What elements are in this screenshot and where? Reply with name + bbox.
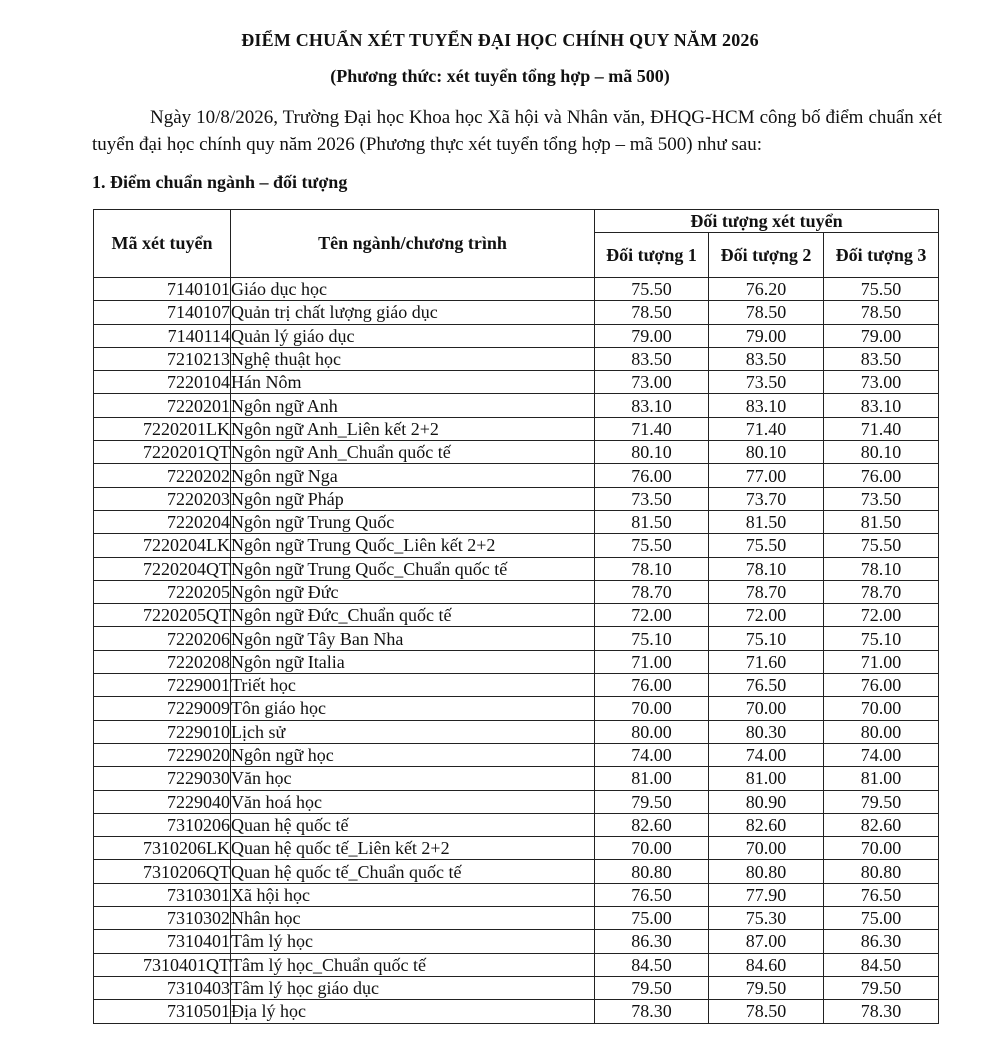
program-code: 7220202 [94, 464, 231, 487]
score-group-1: 75.50 [595, 278, 709, 301]
program-name: Ngôn ngữ Trung Quốc [231, 510, 595, 533]
header-code: Mã xét tuyển [94, 210, 231, 278]
table-row [94, 650, 939, 673]
table-row [94, 743, 939, 766]
program-name: Văn học [231, 767, 595, 790]
score-group-3: 73.00 [824, 371, 939, 394]
table-row [94, 464, 939, 487]
score-group-1: 70.00 [595, 837, 709, 860]
score-group-3: 72.00 [824, 604, 939, 627]
score-group-3: 79.00 [824, 324, 939, 347]
score-group-2: 80.10 [709, 441, 824, 464]
admission-scores-table [93, 209, 939, 1024]
program-name: Xã hội học [231, 883, 595, 906]
score-group-3: 80.10 [824, 441, 939, 464]
table-row [94, 441, 939, 464]
header-group-2: Đối tượng 2 [709, 233, 824, 278]
program-name: Tâm lý học giáo dục [231, 976, 595, 999]
score-group-1: 86.30 [595, 930, 709, 953]
table-row [94, 930, 939, 953]
score-group-2: 81.50 [709, 510, 824, 533]
score-group-3: 81.50 [824, 510, 939, 533]
score-group-3: 73.50 [824, 487, 939, 510]
score-group-2: 87.00 [709, 930, 824, 953]
table-row [94, 883, 939, 906]
score-group-1: 76.00 [595, 674, 709, 697]
header-program: Tên ngành/chương trình [231, 210, 595, 278]
program-name: Ngôn ngữ Pháp [231, 487, 595, 510]
score-group-1: 80.00 [595, 720, 709, 743]
score-group-3: 71.00 [824, 650, 939, 673]
score-group-2: 80.90 [709, 790, 824, 813]
program-code: 7220208 [94, 650, 231, 673]
score-group-3: 79.50 [824, 790, 939, 813]
score-group-3: 83.10 [824, 394, 939, 417]
program-name: Quan hệ quốc tế_Liên kết 2+2 [231, 837, 595, 860]
program-name: Ngôn ngữ Đức_Chuẩn quốc tế [231, 604, 595, 627]
program-code: 7140107 [94, 301, 231, 324]
program-name: Ngôn ngữ học [231, 743, 595, 766]
intro-paragraph: Ngày 10/8/2026, Trường Đại học Khoa học Xã hội và Nhân văn, ĐHQG-HCM công bố điểm chuẩn xét tuyển đại học chính quy năm 2026 (Phương thực xét tuyển tổng hợp – mã 500) như sau: [92, 107, 942, 155]
program-name: Nghệ thuật học [231, 347, 595, 370]
program-code: 7220104 [94, 371, 231, 394]
program-code: 7220205QT [94, 604, 231, 627]
program-code: 7229030 [94, 767, 231, 790]
score-group-3: 78.30 [824, 1000, 939, 1023]
table-row [94, 767, 939, 790]
program-name: Ngôn ngữ Italia [231, 650, 595, 673]
table-row [94, 953, 939, 976]
score-group-2: 71.40 [709, 417, 824, 440]
program-code: 7310302 [94, 907, 231, 930]
program-name: Ngôn ngữ Trung Quốc_Chuẩn quốc tế [231, 557, 595, 580]
program-name: Ngôn ngữ Tây Ban Nha [231, 627, 595, 650]
score-group-1: 75.50 [595, 534, 709, 557]
score-group-2: 75.30 [709, 907, 824, 930]
program-code: 7310206 [94, 813, 231, 836]
score-group-1: 80.80 [595, 860, 709, 883]
table-row [94, 487, 939, 510]
program-name: Ngôn ngữ Anh_Liên kết 2+2 [231, 417, 595, 440]
score-group-2: 71.60 [709, 650, 824, 673]
score-group-1: 81.00 [595, 767, 709, 790]
program-name: Lịch sử [231, 720, 595, 743]
document-title: ĐIỂM CHUẨN XÉT TUYỂN ĐẠI HỌC CHÍNH QUY NĂM 2026 [241, 30, 759, 50]
score-group-3: 82.60 [824, 813, 939, 836]
program-code: 7229010 [94, 720, 231, 743]
program-code: 7220206 [94, 627, 231, 650]
program-code: 7220203 [94, 487, 231, 510]
table-row [94, 1000, 939, 1023]
table-row [94, 278, 939, 301]
score-group-1: 79.50 [595, 790, 709, 813]
program-code: 7229020 [94, 743, 231, 766]
score-group-2: 78.70 [709, 580, 824, 603]
score-group-2: 74.00 [709, 743, 824, 766]
table-row [94, 510, 939, 533]
program-name: Ngôn ngữ Đức [231, 580, 595, 603]
program-name: Tâm lý học_Chuẩn quốc tế [231, 953, 595, 976]
score-group-2: 73.70 [709, 487, 824, 510]
table-row [94, 907, 939, 930]
score-group-3: 71.40 [824, 417, 939, 440]
section-heading: 1. Điểm chuẩn ngành – đối tượng [92, 172, 348, 192]
header-group-3: Đối tượng 3 [824, 233, 939, 278]
table-row [94, 394, 939, 417]
score-group-1: 70.00 [595, 697, 709, 720]
score-group-2: 72.00 [709, 604, 824, 627]
score-group-3: 76.00 [824, 674, 939, 697]
score-group-1: 82.60 [595, 813, 709, 836]
score-group-3: 83.50 [824, 347, 939, 370]
score-group-1: 76.50 [595, 883, 709, 906]
score-group-2: 83.50 [709, 347, 824, 370]
score-group-2: 76.50 [709, 674, 824, 697]
score-group-1: 76.00 [595, 464, 709, 487]
program-code: 7310401 [94, 930, 231, 953]
score-group-2: 83.10 [709, 394, 824, 417]
score-group-2: 77.00 [709, 464, 824, 487]
score-group-1: 81.50 [595, 510, 709, 533]
score-group-1: 78.10 [595, 557, 709, 580]
program-name: Ngôn ngữ Anh [231, 394, 595, 417]
program-name: Quản lý giáo dục [231, 324, 595, 347]
score-group-2: 77.90 [709, 883, 824, 906]
program-name: Ngôn ngữ Nga [231, 464, 595, 487]
table-row [94, 674, 939, 697]
score-group-3: 70.00 [824, 697, 939, 720]
program-name: Nhân học [231, 907, 595, 930]
program-code: 7220201QT [94, 441, 231, 464]
table-body [94, 278, 939, 1024]
program-name: Quan hệ quốc tế [231, 813, 595, 836]
score-group-2: 81.00 [709, 767, 824, 790]
score-group-2: 76.20 [709, 278, 824, 301]
table-row [94, 697, 939, 720]
score-group-1: 71.00 [595, 650, 709, 673]
table-row [94, 371, 939, 394]
table-row [94, 301, 939, 324]
program-code: 7310401QT [94, 953, 231, 976]
score-group-2: 70.00 [709, 837, 824, 860]
score-group-3: 76.00 [824, 464, 939, 487]
score-group-2: 78.10 [709, 557, 824, 580]
program-name: Giáo dục học [231, 278, 595, 301]
program-code: 7220205 [94, 580, 231, 603]
score-group-1: 78.50 [595, 301, 709, 324]
score-group-3: 81.00 [824, 767, 939, 790]
table-row [94, 324, 939, 347]
program-name: Ngôn ngữ Anh_Chuẩn quốc tế [231, 441, 595, 464]
program-code: 7310403 [94, 976, 231, 999]
score-group-1: 71.40 [595, 417, 709, 440]
score-group-1: 83.10 [595, 394, 709, 417]
program-code: 7310206LK [94, 837, 231, 860]
score-group-1: 72.00 [595, 604, 709, 627]
table-row [94, 627, 939, 650]
score-group-1: 78.30 [595, 1000, 709, 1023]
score-group-3: 75.50 [824, 278, 939, 301]
score-group-3: 70.00 [824, 837, 939, 860]
table-row [94, 604, 939, 627]
score-group-1: 73.50 [595, 487, 709, 510]
table-row [94, 417, 939, 440]
program-name: Địa lý học [231, 1000, 595, 1023]
score-group-1: 79.00 [595, 324, 709, 347]
score-group-2: 78.50 [709, 301, 824, 324]
score-group-3: 75.50 [824, 534, 939, 557]
program-name: Triết học [231, 674, 595, 697]
score-group-3: 75.00 [824, 907, 939, 930]
score-group-2: 80.80 [709, 860, 824, 883]
program-code: 7229009 [94, 697, 231, 720]
table-row [94, 720, 939, 743]
score-group-1: 73.00 [595, 371, 709, 394]
program-name: Tâm lý học [231, 930, 595, 953]
program-name: Ngôn ngữ Trung Quốc_Liên kết 2+2 [231, 534, 595, 557]
score-group-2: 75.10 [709, 627, 824, 650]
table-row [94, 837, 939, 860]
score-group-1: 79.50 [595, 976, 709, 999]
score-group-1: 75.00 [595, 907, 709, 930]
program-name: Quan hệ quốc tế_Chuẩn quốc tế [231, 860, 595, 883]
score-group-3: 76.50 [824, 883, 939, 906]
table-row [94, 790, 939, 813]
score-group-3: 79.50 [824, 976, 939, 999]
program-code: 7229001 [94, 674, 231, 697]
program-code: 7140101 [94, 278, 231, 301]
program-code: 7140114 [94, 324, 231, 347]
score-group-3: 75.10 [824, 627, 939, 650]
score-group-2: 73.50 [709, 371, 824, 394]
table-row [94, 347, 939, 370]
header-group-1: Đối tượng 1 [595, 233, 709, 278]
score-group-3: 78.70 [824, 580, 939, 603]
score-group-3: 74.00 [824, 743, 939, 766]
score-group-2: 84.60 [709, 953, 824, 976]
score-group-3: 78.10 [824, 557, 939, 580]
program-code: 7220201 [94, 394, 231, 417]
score-group-2: 82.60 [709, 813, 824, 836]
table-row [94, 860, 939, 883]
table-row [94, 813, 939, 836]
program-name: Tôn giáo học [231, 697, 595, 720]
program-code: 7310301 [94, 883, 231, 906]
header-group: Đối tượng xét tuyển [595, 210, 939, 233]
table-row [94, 580, 939, 603]
score-group-1: 80.10 [595, 441, 709, 464]
program-name: Hán Nôm [231, 371, 595, 394]
program-code: 7220201LK [94, 417, 231, 440]
program-code: 7229040 [94, 790, 231, 813]
score-group-3: 80.00 [824, 720, 939, 743]
score-group-2: 80.30 [709, 720, 824, 743]
score-group-1: 84.50 [595, 953, 709, 976]
score-group-1: 83.50 [595, 347, 709, 370]
program-name: Văn hoá học [231, 790, 595, 813]
program-code: 7310501 [94, 1000, 231, 1023]
score-group-1: 74.00 [595, 743, 709, 766]
score-group-1: 78.70 [595, 580, 709, 603]
program-code: 7210213 [94, 347, 231, 370]
score-group-2: 78.50 [709, 1000, 824, 1023]
score-group-2: 70.00 [709, 697, 824, 720]
program-code: 7220204QT [94, 557, 231, 580]
score-group-2: 75.50 [709, 534, 824, 557]
program-code: 7310206QT [94, 860, 231, 883]
score-group-3: 78.50 [824, 301, 939, 324]
program-name: Quản trị chất lượng giáo dục [231, 301, 595, 324]
table-row [94, 976, 939, 999]
score-group-3: 86.30 [824, 930, 939, 953]
score-group-1: 75.10 [595, 627, 709, 650]
program-code: 7220204LK [94, 534, 231, 557]
table-row [94, 534, 939, 557]
program-code: 7220204 [94, 510, 231, 533]
score-group-3: 84.50 [824, 953, 939, 976]
document-subtitle: (Phương thức: xét tuyển tổng hợp – mã 500) [330, 66, 670, 86]
score-group-2: 79.00 [709, 324, 824, 347]
score-group-2: 79.50 [709, 976, 824, 999]
score-group-3: 80.80 [824, 860, 939, 883]
table-row [94, 557, 939, 580]
